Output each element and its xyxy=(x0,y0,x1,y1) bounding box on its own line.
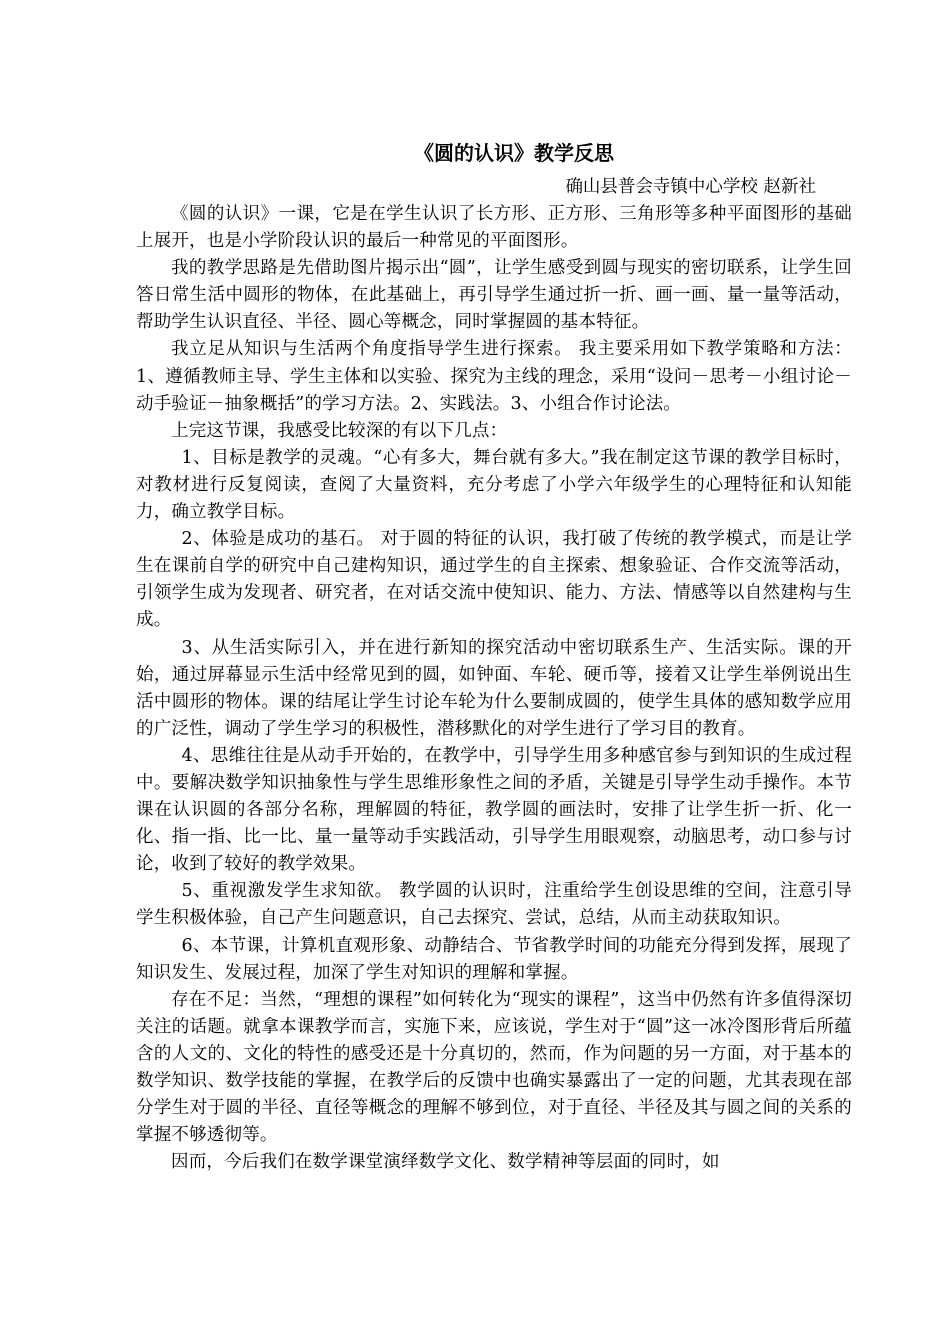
paragraph-conclusion: 因而，今后我们在数学课堂演绎数学文化、数学精神等层面的同时，如 xyxy=(171,1152,720,1173)
paragraph-point-4: 4、思维往往是从动手开始的，在教学中，引导学生用多种感官参与到知识的生成过程中。要解决数学知识抽象性与学生思维形象性之间的矛盾，关键是引导学生动手操作。本节课在认识圆的各部分名称，理解圆的特征，教学圆的画法时，安排了让学生折一折、化一化、指一指、比一比、量一量等动手实践活动，引导学生用眼观察，动脑思考，动口参与讨论，收到了较好的教学效果。 xyxy=(136,745,852,875)
document-author: 确山县普会寺镇中心学校 赵新社 xyxy=(565,177,816,197)
paragraph-reflection-lead: 上完这节课，我感受比较深的有以下几点： xyxy=(171,420,508,441)
paragraph-intro: 《圆的认识》一课，它是在学生认识了长方形、正方形、三角形等多种平面图形的基础上展开，也是小学阶段认识的最后一种常见的平面图形。 xyxy=(136,204,852,252)
paragraph-shortcomings: 存在不足：当然，“理想的课程”如何转化为“现实的课程”，这当中仍然有许多值得深切关注的话题。就拿本课教学而言，实施下来，应该说，学生对于“圆”这一冰冷图形背后所蕴含的人文的、文化的特性的感受还是十分真切的，然而，作为问题的另一方面，对于基本的数学知识、数学技能的掌握，在教学后的反馈中也确实暴露出了一定的问题，尤其表现在部分学生对于圆的半径、直径等概念的理解不够到位，对于直径、半径及其与圆之间的关系的掌握不够透彻等。 xyxy=(136,989,852,1146)
paragraph-teaching-strategy: 我立足从知识与生活两个角度指导学生进行探索。 我主要采用如下教学策略和方法：1、遵循教师主导、学生主体和以实验、探究为主线的理念，采用“设问－思考－小组讨论－动手验证－抽象概括”的学习方法。2、实践法。3、小组合作讨论法。 xyxy=(136,339,852,414)
document-title: 《圆的认识》教学反思 xyxy=(414,141,614,165)
paragraph-point-2: 2、体验是成功的基石。 对于圆的特征的认识，我打破了传统的教学模式，而是让学生在课前自学的研究中自己建构知识，通过学生的自主探索、想象验证、合作交流等活动，引领学生成为发现者、研究者，在对话交流中使知识、能力、方法、情感等以自然建构与生成。 xyxy=(136,529,852,631)
paragraph-point-1: 1、目标是教学的灵魂。“心有多大，舞台就有多大。”我在制定这节课的教学目标时，对教材进行反复阅读，查阅了大量资料，充分考虑了小学六年级学生的心理特征和认知能力，确立教学目标。 xyxy=(136,447,852,523)
paragraph-point-6: 6、本节课，计算机直观形象、动静结合、节省教学时间的功能充分得到发挥，展现了知识发生、发展过程，加深了学生对知识的理解和掌握。 xyxy=(136,935,852,983)
paragraph-point-3: 3、从生活实际引入，并在进行新知的探究活动中密切联系生产、生活实际。课的开始，通过屏幕显示生活中经常见到的圆，如钟面、车轮、硬币等，接着又让学生举例说出生活中圆形的物体。课的结尾让学生讨论车轮为什么要制成圆的，使学生具体的感知数学应用的广泛性，调动了学生学习的积极性，潜移默化的对学生进行了学习目的教育。 xyxy=(136,637,852,739)
document-page xyxy=(136,138,852,1176)
paragraph-teaching-approach: 我的教学思路是先借助图片揭示出“圆”，让学生感受到圆与现实的密切联系，让学生回答日常生活中圆形的物体，在此基础上，再引导学生通过折一折、画一画、量一量等活动，帮助学生认识直径、半径、圆心等概念，同时掌握圆的基本特征。 xyxy=(136,258,852,333)
paragraph-point-5: 5、重视激发学生求知欲。 教学圆的认识时，注重给学生创设思维的空间，注意引导学生积极体验，自己产生问题意识，自己去探究、尝试，总结，从而主动获取知识。 xyxy=(136,881,852,929)
